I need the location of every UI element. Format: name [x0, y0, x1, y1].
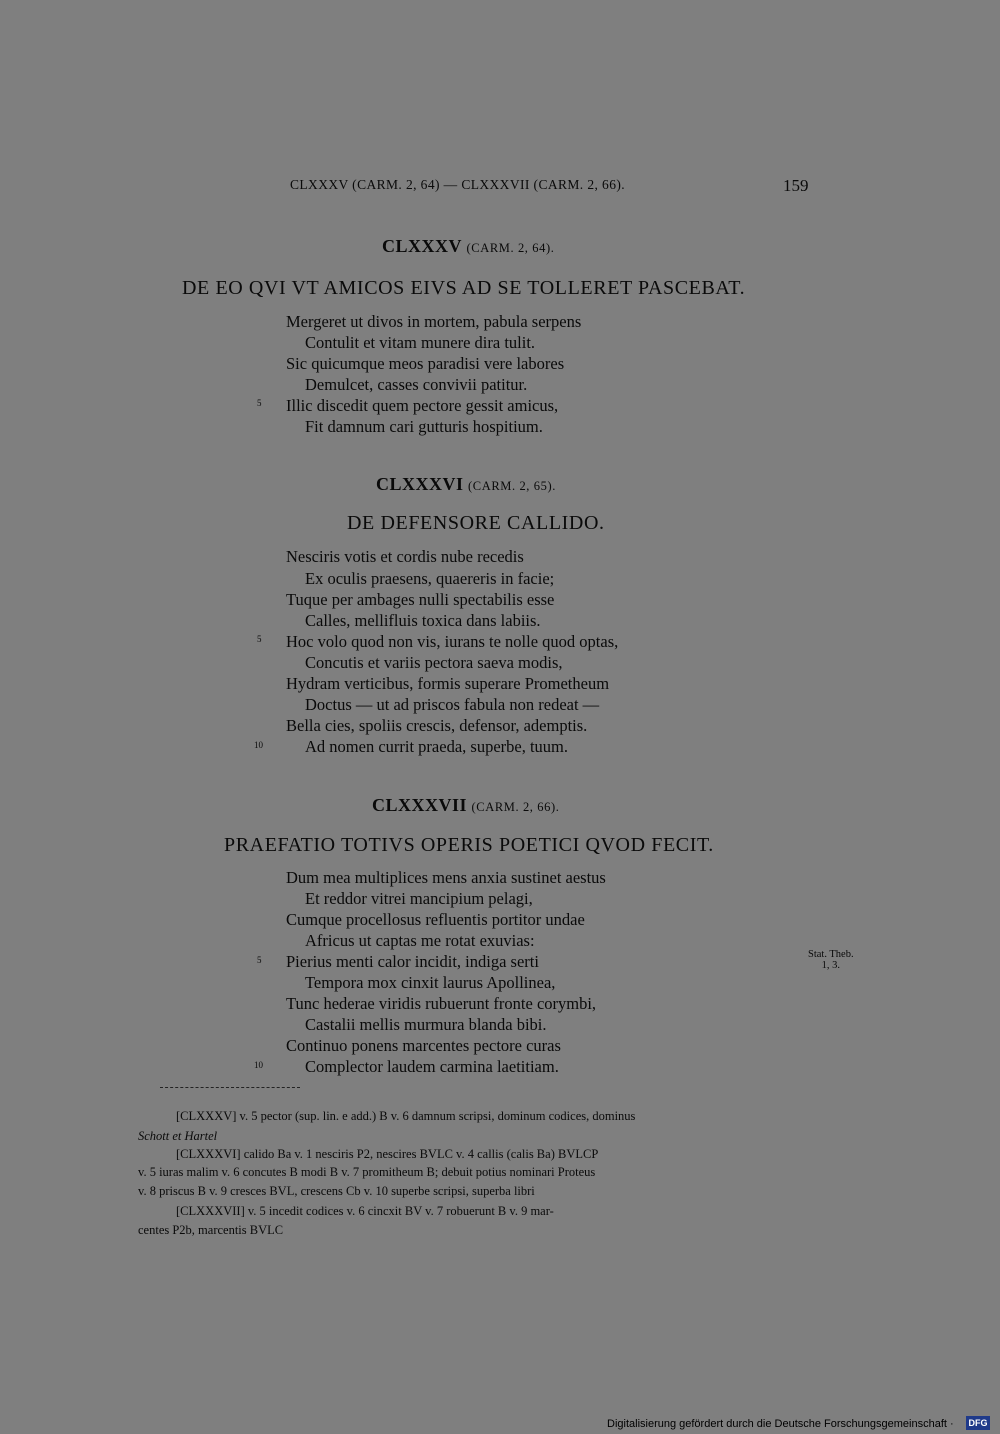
line-number: 5: [257, 955, 262, 965]
verse-line: Tempora mox cinxit laurus Apollinea,: [305, 973, 556, 992]
poem-heading: [372, 795, 559, 816]
poem-title: PRAEFATIO TOTIVS OPERIS POETICI QVOD FECIT.: [224, 834, 714, 856]
verse-line: Complector laudem carmina laetitiam.: [305, 1057, 559, 1076]
verse-line: Contulit et vitam munere dira tulit.: [305, 333, 536, 352]
apparatus-line: v. 8 priscus B v. 9 cresces BVL, crescens Cb v. 10 superbe scripsi, superba libri: [138, 1184, 535, 1198]
verse-line: Hydram verticibus, formis superare Prometheum: [286, 674, 610, 693]
verse-line: Illic discedit quem pectore gessit amicus,: [286, 396, 559, 415]
verse-line: Demulcet, casses convivii patitur.: [305, 375, 528, 394]
verse-line: Fit damnum cari gutturis hospitium.: [305, 417, 543, 436]
verse-line: Bella cies, spoliis crescis, defensor, ademptis.: [286, 716, 588, 735]
verse-line: Dum mea multiplices mens anxia sustinet aestus: [286, 868, 606, 887]
poem-heading: [376, 474, 556, 495]
verse-line: Sic quicumque meos paradisi vere labores: [286, 354, 565, 373]
poem-ref: (CARM. 2, 65).: [468, 479, 556, 493]
poem-ref: (CARM. 2, 66).: [471, 800, 560, 814]
apparatus-line: [CLXXXV] v. 5 pector (sup. lin. e add.) B v. 6 damnum scripsi, dominum codices, dominus: [176, 1109, 636, 1123]
line-number: 5: [257, 634, 262, 644]
verse-line: Africus ut captas me rotat exuvias:: [305, 931, 535, 950]
verse-line: Calles, mellifluis toxica dans labiis.: [305, 611, 541, 630]
verse-line: Continuo ponens marcentes pectore curas: [286, 1036, 561, 1055]
verse-line: Doctus — ut ad priscos fabula non redeat —: [305, 695, 600, 714]
verse-line: Et reddor vitrei mancipium pelagi,: [305, 889, 533, 908]
digitization-credit: Digitalisierung gefördert durch die Deutsche Forschungsgemeinschaft ·: [607, 1418, 954, 1430]
page-number: 159: [783, 176, 809, 195]
apparatus-line: Schott et Hartel: [138, 1129, 218, 1143]
poem-heading: [382, 236, 554, 257]
verse-line: Hoc volo quod non vis, iurans te nolle quod optas,: [286, 632, 619, 651]
footnote-rule: [160, 1087, 300, 1088]
verse-line: Tuque per ambages nulli spectabilis esse: [286, 590, 555, 609]
marginal-note: [808, 949, 854, 971]
marginal-note-line: 1, 3.: [821, 960, 840, 971]
line-number: 5: [257, 398, 262, 408]
poem-number: CLXXXVII: [372, 795, 468, 815]
verse-line: Ex oculis praesens, quaereris in facie;: [305, 569, 555, 588]
verse-line: Mergeret ut divos in mortem, pabula serpens: [286, 312, 582, 331]
verse-line: Pierius menti calor incidit, indiga serti: [286, 952, 539, 971]
running-head: CLXXXV (CARM. 2, 64) — CLXXXVII (CARM. 2, 66).: [290, 177, 626, 192]
apparatus-line: v. 5 iuras malim v. 6 concutes B modi B v. 7 promitheum B; debuit potius nominari Proteus: [138, 1165, 596, 1179]
apparatus-line: [CLXXXVII] v. 5 incedit codices v. 6 cincxit BV v. 7 robuerunt B v. 9 mar-: [176, 1204, 554, 1218]
verse-line: Concutis et variis pectora saeva modis,: [305, 653, 563, 672]
poem-ref: (CARM. 2, 64).: [466, 241, 555, 255]
verse-line: Castalii mellis murmura blanda bibi.: [305, 1015, 547, 1034]
line-number: 10: [254, 1060, 263, 1070]
poem-title: DE EO QVI VT AMICOS EIVS AD SE TOLLERET PASCEBAT.: [182, 277, 746, 299]
marginal-note-line: Stat. Theb.: [808, 949, 854, 960]
verse-line: Cumque procellosus refluentis portitor undae: [286, 910, 585, 929]
verse-line: Ad nomen currit praeda, superbe, tuum.: [305, 737, 569, 756]
verse-line: Nesciris votis et cordis nube recedis: [286, 547, 524, 566]
apparatus-line: [CLXXXVI] calido Ba v. 1 nesciris P2, nescires BVLC v. 4 callis (calis Ba) BVLCP: [176, 1147, 599, 1161]
verse-line: Tunc hederae viridis rubuerunt fronte corymbi,: [286, 994, 597, 1013]
poem-number: CLXXXVI: [376, 474, 464, 494]
poem-number: CLXXXV: [382, 236, 463, 256]
dfg-logo: DFG: [966, 1416, 990, 1430]
apparatus-line: centes P2b, marcentis BVLC: [138, 1223, 284, 1237]
line-number: 10: [254, 740, 263, 750]
poem-title: DE DEFENSORE CALLIDO.: [347, 512, 605, 534]
